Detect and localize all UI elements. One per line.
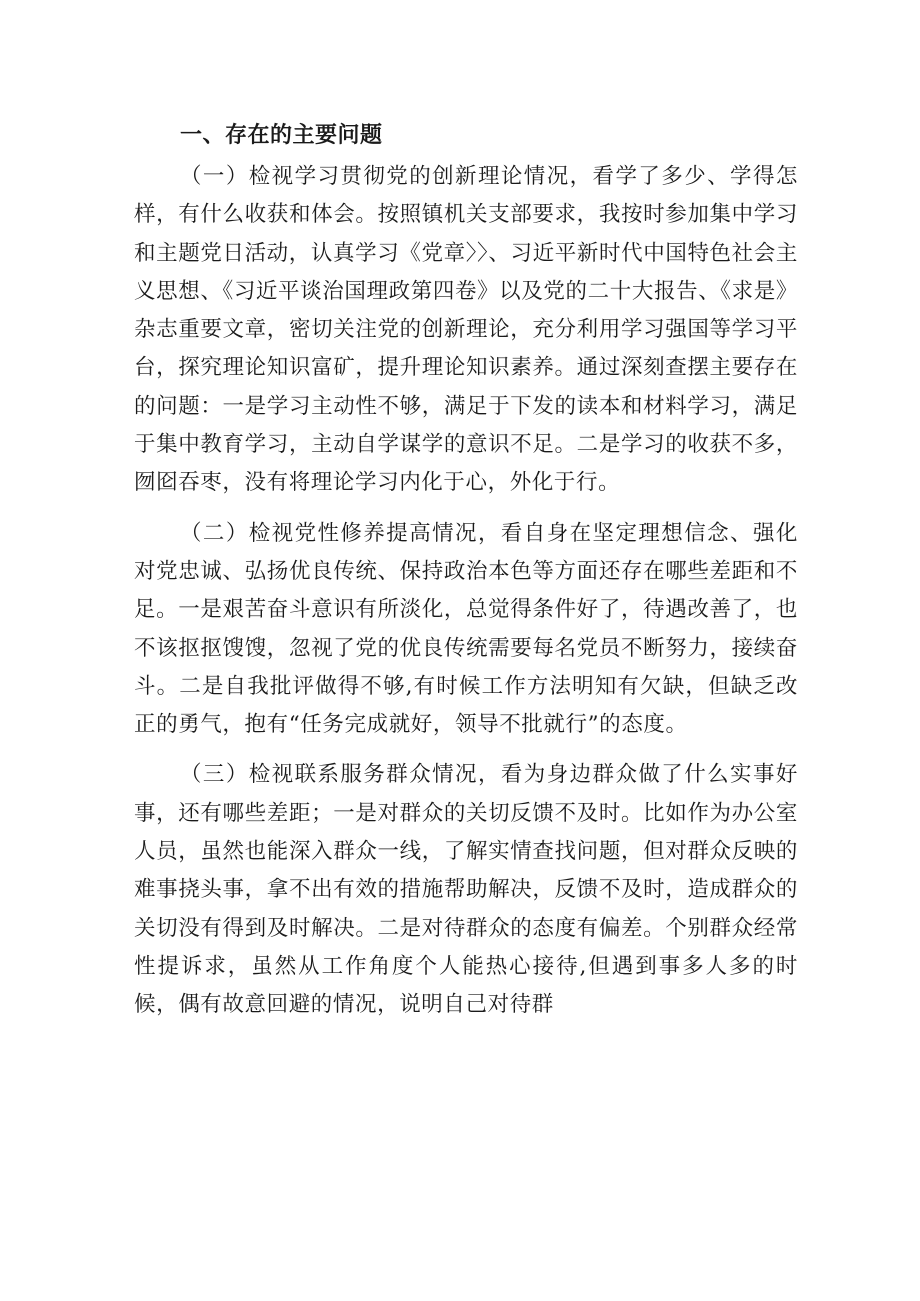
section-heading: 一、存在的主要问题	[180, 123, 383, 148]
paragraph-serve-masses: （三）检视联系服务群众情况，看为身边群众做了什么实事好事，还有哪些差距；一是对群众的关切反馈不及时。比如作为办公室人员，虽然也能深入群众一线，了解实情查找问题，但对群众反映的难事挠头事，拿不出有效的措施帮助解决，反馈不及时，造成群众的关切没有得到及时解决。二是对待群众的态度有偏差。个别群众经常性提诉求，虽然从工作角度个人能热心接待,但遇到事多人多的时候，偶有故意回避的情况，说明自己对待群	[134, 762, 798, 1018]
paragraph-study-theory: （一）检视学习贯彻党的创新理论情况，看学了多少、学得怎样，有什么收获和体会。按照镇机关支部要求，我按时参加集中学习和主题党日活动，认真学习《党章〉〉、习近平新时代中国特色社会主义思想、《习近平谈治国理政第四卷》以及党的二十大报告、《求是》杂志重要文章，密切关注党的创新理论，充分利用学习强国等学习平台，探究理论知识富矿，提升理论知识素养。通过深刻查摆主要存在的问题：一是学习主动性不够，满足于下发的读本和材料学习，满足于集中教育学习，主动自学谋学的意识不足。二是学习的收获不多，囫囵吞枣，没有将理论学习内化于心，外化于行。	[134, 164, 798, 496]
paragraph-party-spirit: （二）检视党性修养提高情况，看自身在坚定理想信念、强化对党忠诚、弘扬优良传统、保持政治本色等方面还存在哪些差距和不足。一是艰苦奋斗意识有所淡化，总觉得条件好了，待遇改善了，也不该抠抠馊馊，忽视了党的优良传统需要每名党员不断努力，接续奋斗。二是自我批评做得不够,有时候工作方法明知有欠缺，但缺乏改正的勇气，抱有“任务完成就好，领导不批就行”的态度。	[134, 520, 798, 738]
